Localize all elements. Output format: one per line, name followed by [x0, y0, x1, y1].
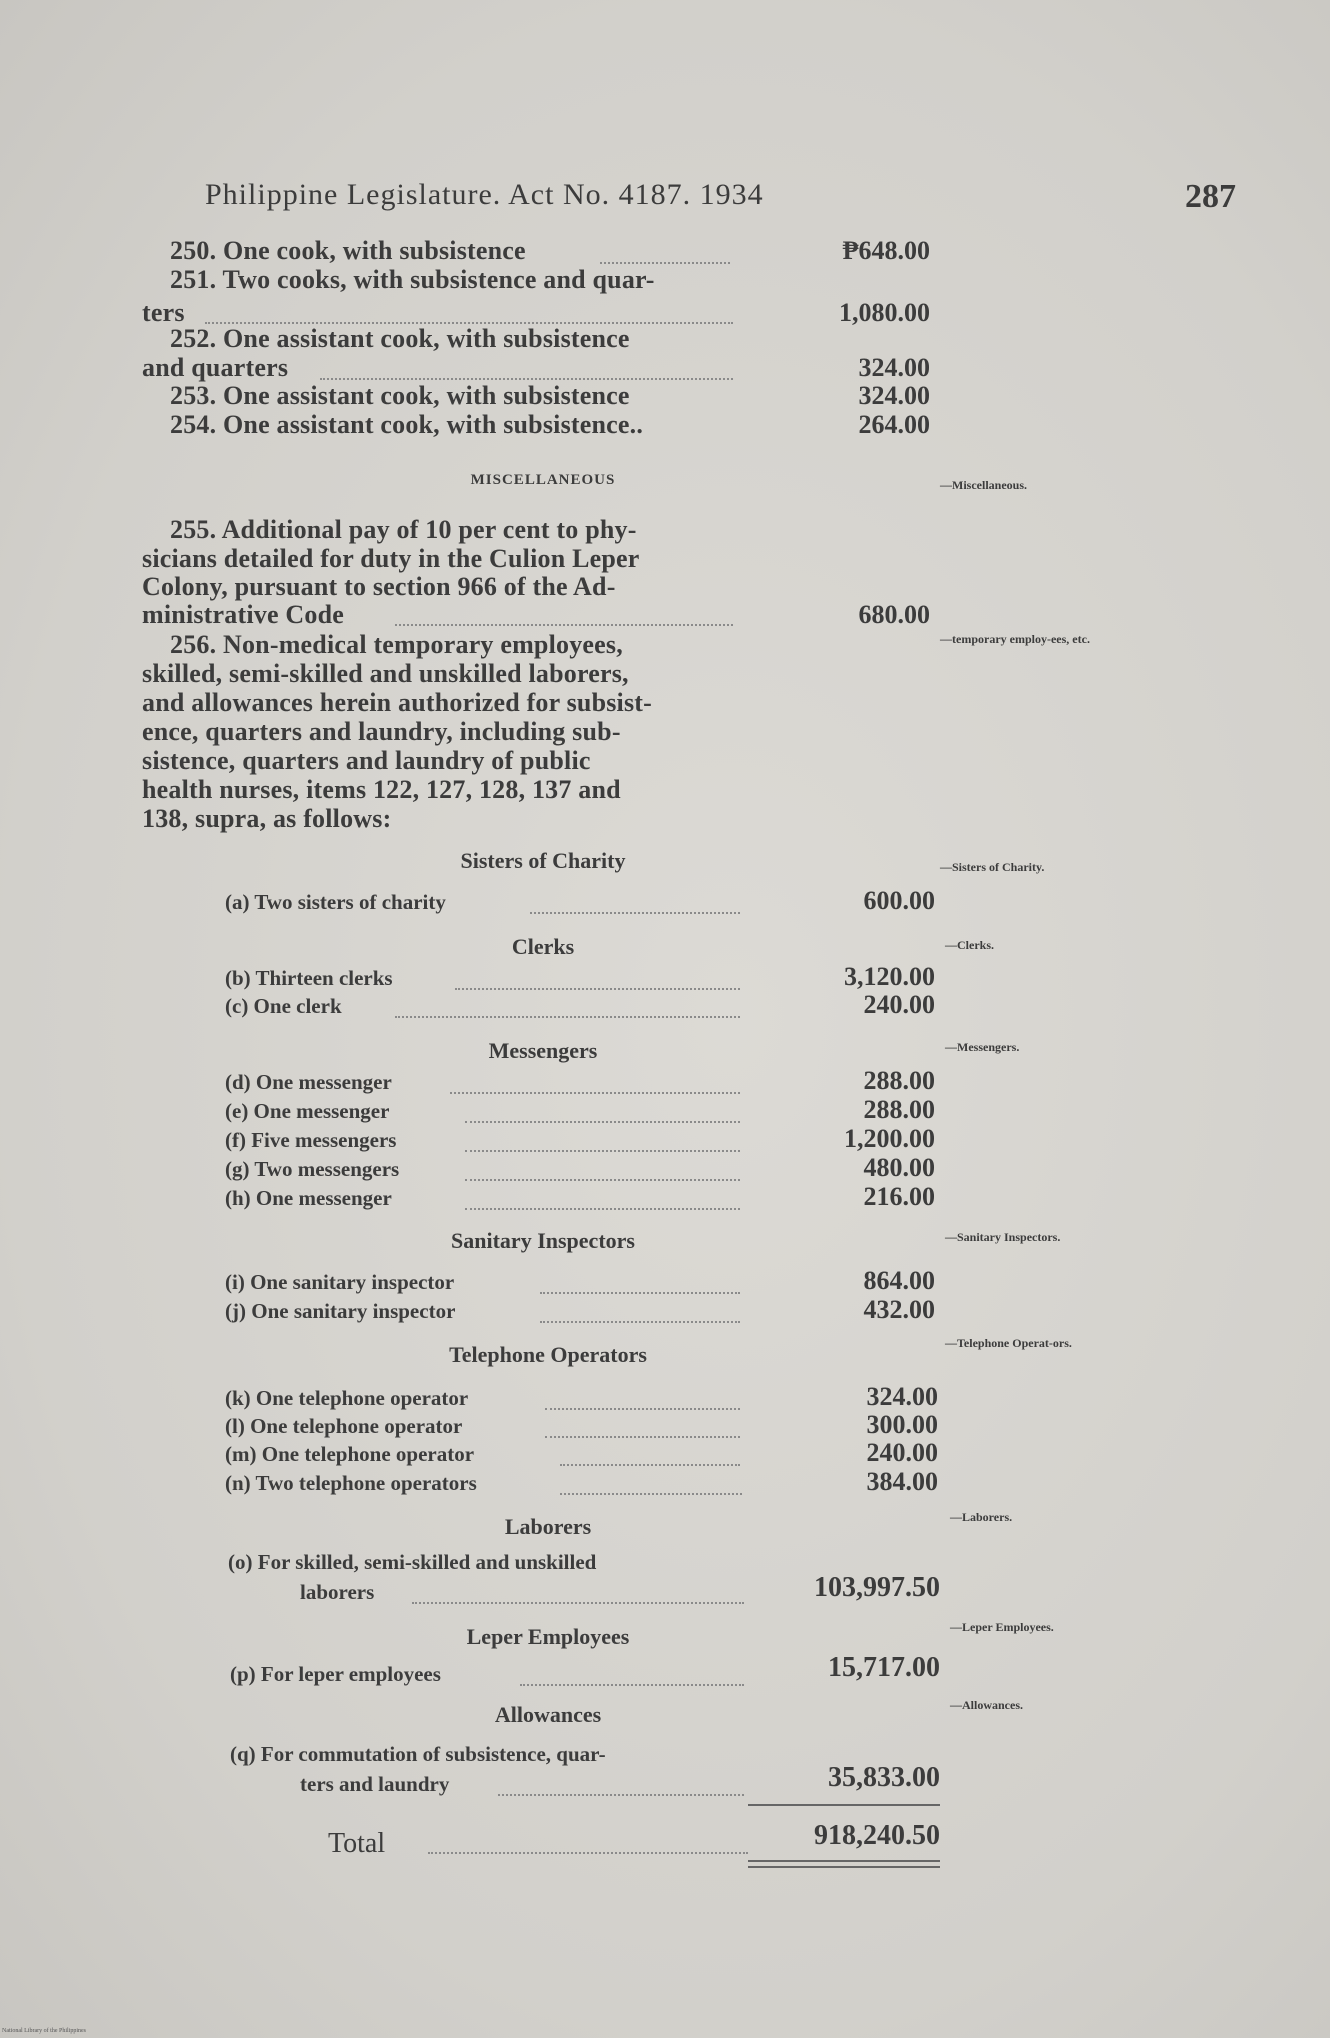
margin-note-leper: —Leper Employees.: [950, 1620, 1054, 1634]
section-laborers: Laborers: [504, 1514, 592, 1539]
leader-dots: [428, 1852, 748, 1854]
leader-dots: [412, 1602, 744, 1604]
item-255-line-4: ministrative Code: [142, 600, 344, 629]
leader-dots: [395, 1016, 740, 1018]
item-256-line-6: health nurses, items 122, 127, 128, 137 and: [142, 775, 621, 804]
margin-note-sanitary: —Sanitary Inspectors.: [945, 1230, 1061, 1244]
sub-item-e-amount: 288.00: [863, 1095, 935, 1124]
item-255-line-1: 255. Additional pay of 10 per cent to phy-: [170, 515, 637, 544]
margin-note-laborers: —Laborers.: [950, 1510, 1013, 1524]
miscellaneous-heading: MISCELLANEOUS: [470, 472, 616, 488]
margin-note-messengers: —Messengers.: [945, 1040, 1020, 1054]
leader-dots: [465, 1179, 740, 1181]
sub-item-k-amount: 324.00: [866, 1382, 938, 1411]
section-messengers: Messengers: [488, 1038, 598, 1063]
page-number: 287: [1185, 178, 1236, 215]
leader-dots: [465, 1208, 740, 1210]
sub-item-j-label: (j) One sanitary inspector: [225, 1299, 456, 1323]
leader-dots: [545, 1408, 740, 1410]
leader-dots: [498, 1794, 744, 1796]
item-253-text: 253. One assistant cook, with subsistence: [170, 381, 630, 410]
leader-dots: [455, 988, 740, 990]
item-253-amount: 324.00: [858, 381, 930, 410]
margin-note-telephone: —Telephone Operat-ors.: [945, 1336, 1072, 1350]
sub-item-g-amount: 480.00: [863, 1153, 935, 1182]
leader-dots: [465, 1150, 740, 1152]
sub-item-m-label: (m) One telephone operator: [225, 1442, 475, 1466]
margin-note-temporary: —temporary employ-ees, etc.: [940, 632, 1090, 646]
sub-item-o-amount: 103,997.50: [814, 1572, 940, 1603]
item-252-amount: 324.00: [858, 353, 930, 382]
sub-item-q-label-cont: ters and laundry: [300, 1772, 450, 1796]
running-title: Philippine Legislature. Act No. 4187. 1934: [205, 178, 764, 211]
sub-item-o-label-cont: laborers: [300, 1580, 375, 1604]
sub-item-e-label: (e) One messenger: [225, 1099, 390, 1123]
section-allowances: Allowances: [494, 1702, 602, 1727]
item-252-text: 252. One assistant cook, with subsistence: [170, 324, 630, 353]
leader-dots: [560, 1464, 740, 1466]
sub-item-p-label: (p) For leper employees: [230, 1662, 441, 1686]
sub-item-n-amount: 384.00: [866, 1467, 938, 1496]
sub-item-c-label: (c) One clerk: [225, 994, 342, 1018]
footer-attribution: National Library of the Philippines: [2, 2028, 86, 2034]
leader-dots: [395, 624, 733, 626]
sub-item-i-amount: 864.00: [863, 1266, 935, 1295]
sub-item-o-label: (o) For skilled, semi-skilled and unskilled: [228, 1550, 597, 1574]
sub-item-c-amount: 240.00: [863, 990, 935, 1019]
total-amount: 918,240.50: [814, 1820, 940, 1851]
item-256-line-4: ence, quarters and laundry, including sub-: [142, 717, 621, 746]
item-256-line-7: 138, supra, as follows:: [142, 804, 392, 833]
leader-dots: [450, 1092, 740, 1094]
sub-item-h-amount: 216.00: [863, 1182, 935, 1211]
section-leper-employees: Leper Employees: [466, 1624, 630, 1649]
item-256-line-3: and allowances herein authorized for subsist-: [142, 688, 653, 717]
sub-item-g-label: (g) Two messengers: [225, 1157, 400, 1181]
leader-dots: [520, 1684, 744, 1686]
sub-item-p-amount: 15,717.00: [828, 1652, 940, 1683]
sub-item-l-amount: 300.00: [866, 1410, 938, 1439]
sub-item-q-amount: 35,833.00: [828, 1762, 940, 1793]
leader-dots: [530, 912, 740, 914]
sub-item-k-label: (k) One telephone operator: [225, 1386, 469, 1410]
margin-note-clerks: —Clerks.: [945, 938, 994, 952]
sub-item-d-amount: 288.00: [863, 1066, 935, 1095]
sub-item-j-amount: 432.00: [863, 1295, 935, 1324]
sub-item-n-label: (n) Two telephone operators: [225, 1471, 477, 1495]
sub-item-f-label: (f) Five messengers: [225, 1128, 397, 1152]
margin-note-sisters: —Sisters of Charity.: [940, 860, 1045, 874]
item-251-amount: 1,080.00: [839, 298, 930, 327]
item-255-line-3: Colony, pursuant to section 966 of the Ad-: [142, 572, 616, 601]
leader-dots: [545, 1436, 740, 1438]
item-255-amount: 680.00: [858, 600, 930, 629]
item-254-amount: 264.00: [858, 410, 930, 439]
margin-note-allowances: —Allowances.: [950, 1698, 1023, 1712]
item-252-text-cont: and quarters: [142, 353, 289, 382]
leader-dots: [600, 262, 730, 264]
leader-dots: [320, 378, 733, 380]
leader-dots: [560, 1493, 742, 1495]
sub-item-m-amount: 240.00: [866, 1438, 938, 1467]
sub-item-l-label: (l) One telephone operator: [225, 1414, 463, 1438]
sub-item-q-label: (q) For commutation of subsistence, quar-: [230, 1742, 606, 1766]
sub-item-d-label: (d) One messenger: [225, 1070, 392, 1094]
item-250-amount: ₱648.00: [842, 236, 930, 265]
leader-dots: [465, 1121, 740, 1123]
item-254-text: 254. One assistant cook, with subsistence..: [170, 410, 644, 439]
sub-item-f-amount: 1,200.00: [844, 1124, 935, 1153]
sub-item-b-label: (b) Thirteen clerks: [225, 966, 393, 990]
sub-item-a-label: (a) Two sisters of charity: [225, 890, 446, 914]
section-sisters-of-charity: Sisters of Charity: [460, 848, 626, 873]
section-telephone-operators: Telephone Operators: [449, 1342, 647, 1367]
section-clerks: Clerks: [511, 934, 575, 959]
sub-item-i-label: (i) One sanitary inspector: [225, 1270, 455, 1294]
total-rule-double-2: [748, 1866, 940, 1868]
total-label: Total: [328, 1828, 386, 1859]
leader-dots: [540, 1321, 740, 1323]
margin-note-miscellaneous: —Miscellaneous.: [940, 478, 1027, 492]
total-rule-double-1: [748, 1860, 940, 1862]
item-256-line-2: skilled, semi-skilled and unskilled laborers,: [142, 659, 629, 688]
item-251-text-cont: ters: [142, 298, 185, 327]
section-sanitary-inspectors: Sanitary Inspectors: [451, 1228, 635, 1253]
sub-item-b-amount: 3,120.00: [844, 962, 935, 991]
leader-dots: [540, 1292, 740, 1294]
item-255-line-2: sicians detailed for duty in the Culion Leper: [142, 544, 640, 573]
item-256-line-1: 256. Non-medical temporary employees,: [170, 630, 623, 659]
total-rule-top: [748, 1804, 940, 1806]
item-251-text: 251. Two cooks, with subsistence and quar-: [170, 265, 655, 294]
item-256-line-5: sistence, quarters and laundry of public: [142, 746, 591, 775]
sub-item-h-label: (h) One messenger: [225, 1186, 392, 1210]
sub-item-a-amount: 600.00: [863, 886, 935, 915]
item-250-text: 250. One cook, with subsistence: [170, 236, 526, 265]
